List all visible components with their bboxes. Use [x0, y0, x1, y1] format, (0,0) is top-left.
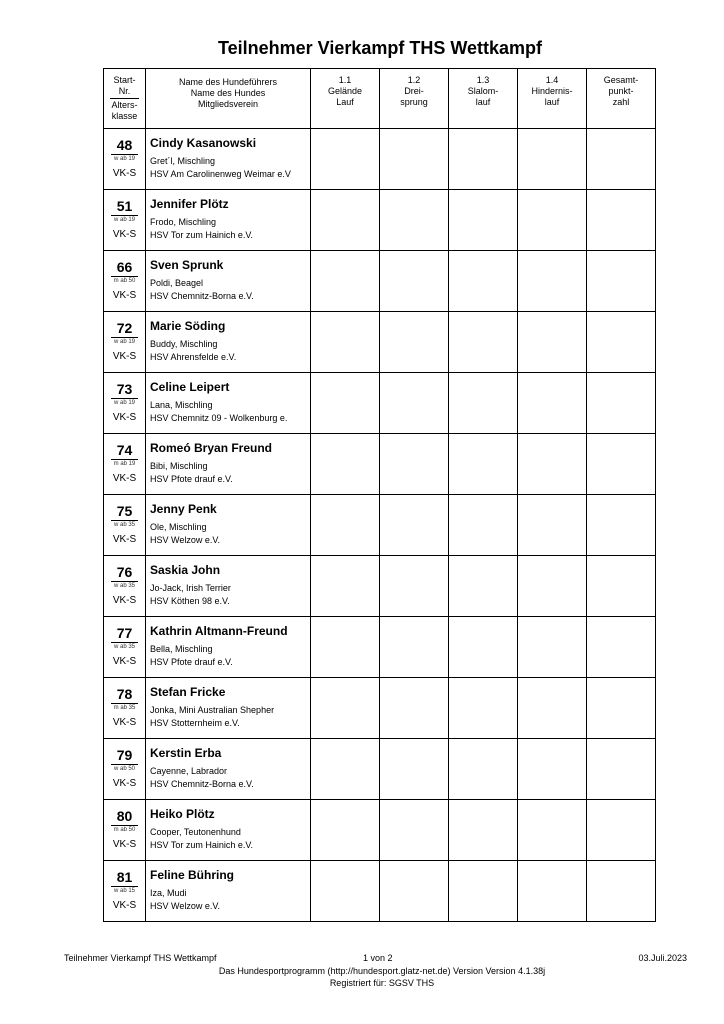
participant-rows — [104, 129, 656, 922]
footer-page: 1 von 2 — [363, 953, 393, 963]
score-cell-total[interactable] — [587, 434, 656, 495]
participant-info-cell — [146, 861, 311, 922]
age-class: w ab 19 — [111, 398, 138, 408]
score-cell-2[interactable] — [380, 373, 449, 434]
score-cell-4[interactable] — [518, 556, 587, 617]
start-number-cell — [104, 800, 146, 861]
age-class: m ab 50 — [111, 825, 138, 835]
score-cell-total[interactable] — [587, 861, 656, 922]
start-number-cell — [104, 434, 146, 495]
class-group: VK-S — [112, 900, 137, 911]
table-row — [104, 434, 656, 495]
score-cell-3[interactable] — [449, 190, 518, 251]
handler-name: Kerstin Erba — [150, 746, 222, 760]
start-number: 75 — [116, 503, 133, 519]
score-cell-4[interactable] — [518, 434, 587, 495]
score-cell-1[interactable] — [311, 617, 380, 678]
score-cell-2[interactable] — [380, 190, 449, 251]
class-group: VK-S — [112, 534, 137, 545]
participant-info-cell — [146, 739, 311, 800]
age-class: w ab 19 — [111, 337, 138, 347]
start-number: 80 — [116, 808, 133, 824]
score-cell-total[interactable] — [587, 556, 656, 617]
table-row — [104, 617, 656, 678]
dog-name: Bibi, Mischling — [150, 461, 208, 471]
member-club: HSV Köthen 98 e.V. — [150, 596, 230, 606]
class-group: VK-S — [112, 595, 137, 606]
dog-name: Iza, Mudi — [150, 888, 187, 898]
age-class: w ab 19 — [111, 215, 138, 225]
participant-table — [103, 68, 656, 922]
score-cell-4[interactable] — [518, 861, 587, 922]
handler-name: Sven Sprunk — [150, 258, 224, 272]
dog-name: Cayenne, Labrador — [150, 766, 228, 776]
class-group: VK-S — [112, 839, 137, 850]
participant-info-cell — [146, 190, 311, 251]
score-cell-1[interactable] — [311, 251, 380, 312]
score-cell-2[interactable] — [380, 312, 449, 373]
score-cell-total[interactable] — [587, 739, 656, 800]
participant-info-cell — [146, 251, 311, 312]
score-cell-1[interactable] — [311, 556, 380, 617]
header-discipline-4: 1.4 Hindernis- lauf — [518, 69, 587, 129]
score-cell-3[interactable] — [449, 434, 518, 495]
handler-name: Stefan Fricke — [150, 685, 226, 699]
member-club: HSV Welzow e.V. — [150, 535, 221, 545]
class-group: VK-S — [112, 290, 137, 301]
age-class: w ab 15 — [111, 886, 138, 896]
table-row — [104, 312, 656, 373]
age-class: w ab 35 — [111, 581, 138, 591]
member-club: HSV Ahrensfelde e.V. — [150, 352, 237, 362]
dog-name: Frodo, Mischling — [150, 217, 217, 227]
participant-info-cell — [146, 373, 311, 434]
start-number: 79 — [116, 747, 133, 763]
score-cell-3[interactable] — [449, 129, 518, 190]
handler-name: Marie Söding — [150, 319, 226, 333]
participant-info-cell — [146, 495, 311, 556]
score-cell-1[interactable] — [311, 861, 380, 922]
member-club: HSV Chemnitz-Borna e.V. — [150, 779, 254, 789]
score-cell-3[interactable] — [449, 556, 518, 617]
score-cell-total[interactable] — [587, 312, 656, 373]
class-group: VK-S — [112, 778, 137, 789]
start-number: 76 — [116, 564, 133, 580]
score-cell-2[interactable] — [380, 739, 449, 800]
score-cell-3[interactable] — [449, 495, 518, 556]
dog-name: Buddy, Mischling — [150, 339, 218, 349]
member-club: HSV Pfote drauf e.V. — [150, 657, 233, 667]
dog-name: Jo-Jack, Irish Terrier — [150, 583, 231, 593]
score-cell-3[interactable] — [449, 312, 518, 373]
score-cell-1[interactable] — [311, 129, 380, 190]
participant-info-cell — [146, 617, 311, 678]
start-number-cell — [104, 312, 146, 373]
score-cell-1[interactable] — [311, 373, 380, 434]
table-row — [104, 495, 656, 556]
start-number-cell — [104, 617, 146, 678]
header-start-nr: Start- Nr. Alters- klasse — [104, 69, 146, 129]
start-number-cell — [104, 251, 146, 312]
start-number-cell — [104, 556, 146, 617]
start-number: 81 — [116, 869, 133, 885]
footer-software: Das Hundesportprogramm (http://hundesport.glatz-net.de) Version Version 4.1.38j — [218, 966, 546, 976]
score-cell-3[interactable] — [449, 251, 518, 312]
dog-name: Bella, Mischling — [150, 644, 213, 654]
start-number-cell — [104, 861, 146, 922]
dog-name: Poldi, Beagel — [150, 278, 204, 288]
class-group: VK-S — [112, 168, 137, 179]
member-club: HSV Welzow e.V. — [150, 901, 221, 911]
score-cell-1[interactable] — [311, 678, 380, 739]
start-number-cell — [104, 678, 146, 739]
score-cell-3[interactable] — [449, 861, 518, 922]
score-cell-2[interactable] — [380, 434, 449, 495]
footer-registered: Registriert für: SGSV THS — [329, 978, 435, 988]
page-title: Teilnehmer Vierkampf THS Wettkampf — [217, 38, 543, 58]
member-club: HSV Am Carolinenweg Weimar e.V — [150, 169, 291, 179]
header-total: Gesamt- punkt- zahl — [587, 69, 656, 129]
age-class: w ab 50 — [111, 764, 138, 774]
table-row — [104, 861, 656, 922]
member-club: HSV Tor zum Hainich e.V. — [150, 230, 254, 240]
start-number: 51 — [116, 198, 133, 214]
age-class: w ab 35 — [111, 520, 138, 530]
start-number-cell — [104, 495, 146, 556]
score-cell-4[interactable] — [518, 495, 587, 556]
class-group: VK-S — [112, 412, 137, 423]
start-number-cell — [104, 739, 146, 800]
score-cell-2[interactable] — [380, 251, 449, 312]
score-cell-2[interactable] — [380, 556, 449, 617]
score-cell-total[interactable] — [587, 495, 656, 556]
handler-name: Cindy Kasanowski — [150, 136, 257, 150]
score-cell-total[interactable] — [587, 129, 656, 190]
score-cell-1[interactable] — [311, 495, 380, 556]
score-cell-4[interactable] — [518, 251, 587, 312]
age-class: m ab 19 — [111, 459, 138, 469]
member-club: HSV Chemnitz-Borna e.V. — [150, 291, 254, 301]
score-cell-total[interactable] — [587, 251, 656, 312]
age-class: w ab 35 — [111, 642, 138, 652]
start-number: 66 — [116, 259, 133, 275]
header-discipline-3: 1.3 Slalom- lauf — [449, 69, 518, 129]
class-group: VK-S — [112, 473, 137, 484]
participant-info-cell — [146, 434, 311, 495]
score-cell-2[interactable] — [380, 129, 449, 190]
class-group: VK-S — [112, 229, 137, 240]
age-class: m ab 50 — [111, 276, 138, 286]
table-row — [104, 678, 656, 739]
score-cell-4[interactable] — [518, 800, 587, 861]
dog-name: Jonka, Mini Australian Shepher — [150, 705, 275, 715]
score-cell-4[interactable] — [518, 678, 587, 739]
table-row — [104, 251, 656, 312]
participant-info-cell — [146, 678, 311, 739]
participant-info-cell — [146, 556, 311, 617]
class-group: VK-S — [112, 351, 137, 362]
table-row — [104, 373, 656, 434]
score-cell-total[interactable] — [587, 800, 656, 861]
dog-name: Cooper, Teutonenhund — [150, 827, 241, 837]
footer-line-1 — [0, 952, 724, 964]
header-name: Name des Hundeführers Name des Hundes Mitgliedsverein — [146, 69, 311, 129]
member-club: HSV Pfote drauf e.V. — [150, 474, 233, 484]
handler-name: Feline Bühring — [150, 868, 234, 882]
class-group: VK-S — [112, 717, 137, 728]
score-cell-4[interactable] — [518, 312, 587, 373]
handler-name: Jennifer Plötz — [150, 197, 229, 211]
score-cell-total[interactable] — [587, 190, 656, 251]
table-row — [104, 129, 656, 190]
score-cell-total[interactable] — [587, 678, 656, 739]
participant-info-cell — [146, 800, 311, 861]
member-club: HSV Tor zum Hainich e.V. — [150, 840, 254, 850]
table-row — [104, 190, 656, 251]
class-group: VK-S — [112, 656, 137, 667]
dog-name: Gret´l, Mischling — [150, 156, 216, 166]
handler-name: Kathrin Altmann-Freund — [150, 624, 288, 638]
handler-name: Celine Leipert — [150, 380, 230, 394]
score-cell-4[interactable] — [518, 190, 587, 251]
score-cell-3[interactable] — [449, 373, 518, 434]
footer-date: 03.Juli.2023 — [638, 953, 687, 963]
score-cell-1[interactable] — [311, 434, 380, 495]
table-row — [104, 800, 656, 861]
score-cell-1[interactable] — [311, 739, 380, 800]
participant-info-cell — [146, 312, 311, 373]
score-cell-2[interactable] — [380, 495, 449, 556]
handler-name: Jenny Penk — [150, 502, 217, 516]
score-cell-3[interactable] — [449, 739, 518, 800]
handler-name: Heiko Plötz — [150, 807, 215, 821]
member-club: HSV Chemnitz 09 - Wolkenburg e. — [150, 413, 288, 423]
table-row — [104, 739, 656, 800]
dog-name: Lana, Mischling — [150, 400, 213, 410]
score-cell-1[interactable] — [311, 190, 380, 251]
score-cell-3[interactable] — [449, 800, 518, 861]
score-cell-1[interactable] — [311, 312, 380, 373]
header-discipline-1: 1.1 Gelände Lauf — [311, 69, 380, 129]
start-number-cell — [104, 129, 146, 190]
score-cell-4[interactable] — [518, 739, 587, 800]
age-class: w ab 19 — [111, 154, 138, 164]
score-cell-4[interactable] — [518, 129, 587, 190]
start-number: 48 — [116, 137, 133, 153]
score-cell-2[interactable] — [380, 617, 449, 678]
score-cell-4[interactable] — [518, 617, 587, 678]
score-cell-2[interactable] — [380, 800, 449, 861]
start-number: 78 — [116, 686, 133, 702]
header-discipline-2: 1.2 Drei- sprung — [380, 69, 449, 129]
table-header-row — [104, 69, 656, 129]
score-cell-3[interactable] — [449, 617, 518, 678]
participant-info-cell — [146, 129, 311, 190]
start-number: 73 — [116, 381, 133, 397]
member-club: HSV Stotternheim e.V. — [150, 718, 240, 728]
score-cell-3[interactable] — [449, 678, 518, 739]
score-cell-total[interactable] — [587, 617, 656, 678]
start-number-cell — [104, 190, 146, 251]
header-divider — [110, 98, 139, 99]
start-number: 77 — [116, 625, 133, 641]
score-cell-4[interactable] — [518, 373, 587, 434]
handler-name: Saskia John — [150, 563, 221, 577]
score-cell-2[interactable] — [380, 678, 449, 739]
age-class: m ab 35 — [111, 703, 138, 713]
start-number: 74 — [116, 442, 133, 458]
score-cell-total[interactable] — [587, 373, 656, 434]
table-row — [104, 556, 656, 617]
score-cell-2[interactable] — [380, 861, 449, 922]
dog-name: Ole, Mischling — [150, 522, 207, 532]
handler-name: Romeó Bryan Freund — [150, 441, 273, 455]
start-number: 72 — [116, 320, 133, 336]
footer-title: Teilnehmer Vierkampf THS Wettkampf — [64, 953, 217, 963]
start-number-cell — [104, 373, 146, 434]
score-cell-1[interactable] — [311, 800, 380, 861]
